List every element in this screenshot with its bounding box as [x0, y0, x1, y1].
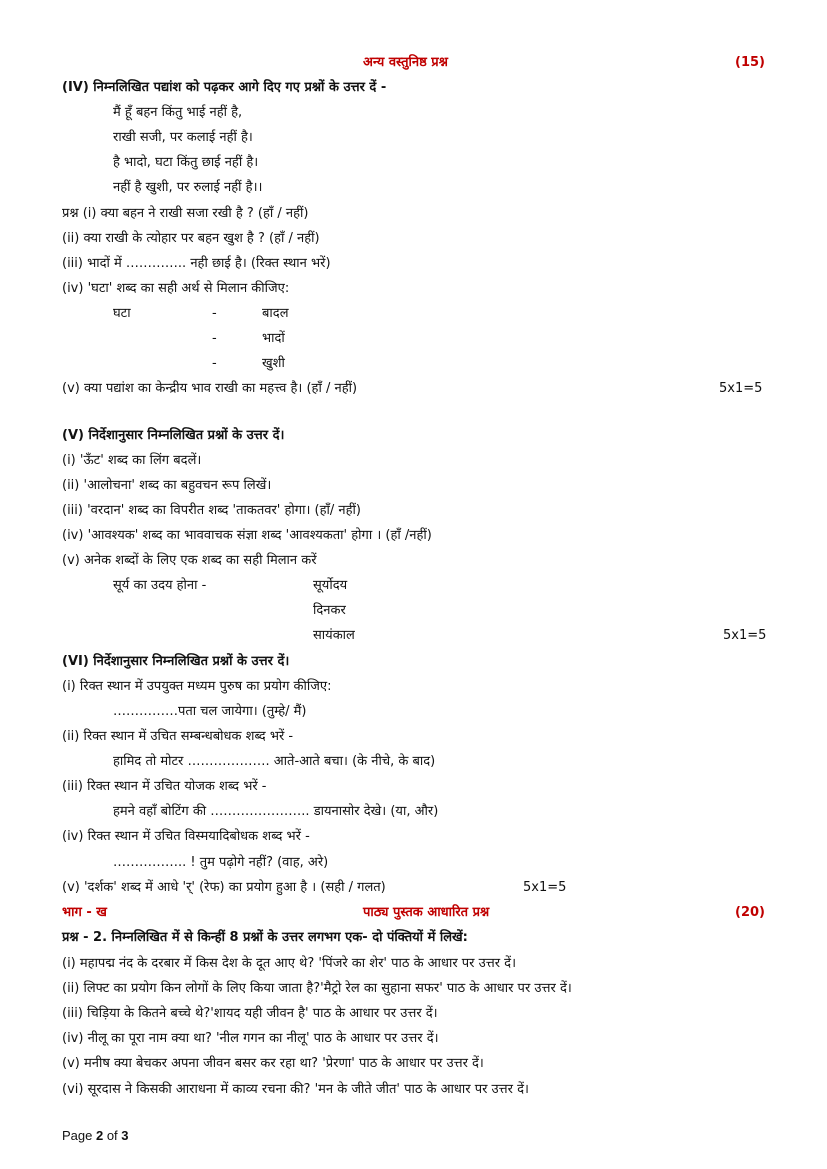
page-of: of	[103, 1128, 122, 1143]
q6-marks: 5x1=5	[523, 880, 567, 895]
section-marks: (15)	[735, 55, 765, 70]
q5-option: दिनकर	[313, 603, 346, 618]
q4-question-4: (iv) 'घटा' शब्द का सही अर्थ से मिलान कीजिए:	[62, 281, 290, 296]
q2-question: (iv) नीलू का पूरा नाम क्या था? 'नील गगन का नीलू' पाठ के आधार पर उत्तर दें।	[62, 1031, 439, 1046]
poem-line: है भादो, घटा किंतु छाई नहीं है।	[113, 155, 259, 170]
q5-question-1: (i) 'ऊँट' शब्द का लिंग बदलें।	[62, 453, 202, 468]
page-number	[62, 1128, 129, 1144]
q4-marks: 5x1=5	[719, 381, 763, 396]
q5-option: सायंकाल	[313, 628, 355, 643]
q2-question: (iii) चिड़िया के कितने बच्चे थे?'शायद यही जीवन है' पाठ के आधार पर उत्तर दें।	[62, 1006, 438, 1021]
match-dash: -	[212, 331, 217, 346]
q2-heading: प्रश्न - 2. निम्नलिखित में से किन्हीं 8 प्रश्नों के उत्तर लगभग एक- दो पंक्तियों में लिखें:	[62, 930, 468, 945]
poem-line: राखी सजी, पर कलाई नहीं है।	[113, 130, 253, 145]
page-prefix: Page	[62, 1128, 96, 1143]
q5-question-5: (v) अनेक शब्दों के लिए एक शब्द का सही मिलान करें	[62, 553, 317, 568]
q5-phrase: सूर्य का उदय होना -	[113, 578, 207, 593]
match-option: भादों	[262, 331, 285, 346]
q6-answer-3: हमने वहाँ बोटिंग की ………………….. डायनासोर देखे। (या, और)	[113, 804, 439, 819]
q2-question: (v) मनीष क्या बेचकर अपना जीवन बसर कर रहा था? 'प्रेरणा' पाठ के आधार पर उत्तर दें।	[62, 1056, 484, 1071]
q6-question-3: (iii) रिक्त स्थान में उचित योजक शब्द भरें -	[62, 779, 267, 794]
q6-question-2: (ii) रिक्त स्थान में उचित सम्बन्धबोधक शब्द भरें -	[62, 729, 294, 744]
q4-question-3: (iii) भादों में ………….. नही छाई है। (रिक्त स्थान भरें)	[62, 256, 331, 271]
q4-question-5: (v) क्या पद्यांश का केन्द्रीय भाव राखी का महत्त्व है। (हाँ / नहीं)	[62, 381, 358, 396]
match-option: बादल	[262, 306, 289, 321]
q5-question-3: (iii) 'वरदान' शब्द का विपरीत शब्द 'ताकतवर' होगा। (हाँ/ नहीं)	[62, 503, 361, 518]
part-label: भाग - ख	[62, 905, 107, 920]
section-title: अन्य वस्तुनिष्ठ प्रश्न	[363, 55, 448, 70]
q5-question-2: (ii) 'आलोचना' शब्द का बहुवचन रूप लिखें।	[62, 478, 272, 493]
q5-option: सूर्योदय	[313, 578, 348, 593]
q6-answer-1: ……………पता चल जायेगा। (तुम्हे/ मैं)	[113, 704, 307, 719]
poem-line: मैं हूँ बहन किंतु भाई नहीं है,	[113, 105, 243, 120]
section-b-marks: (20)	[735, 905, 765, 920]
q4-heading: (IV) निम्नलिखित पद्यांश को पढ़कर आगे दिए गए प्रश्नों के उत्तर दें -	[62, 80, 387, 95]
q2-question: (ii) लिफ्ट का प्रयोग किन लोगों के लिए किया जाता है?'मैट्रो रेल का सुहाना सफर' पाठ के आधार पर उत्तर दें।	[62, 981, 572, 996]
q6-answer-4: …………….. ! तुम पढ़ोगे नहीं? (वाह, अरे)	[113, 855, 329, 870]
q6-question-5: (v) 'दर्शक' शब्द में आधे 'र्' (रेफ) का प्रयोग हुआ है । (सही / गलत)	[62, 880, 386, 895]
match-option: खुशी	[262, 356, 285, 371]
q6-answer-2: हामिद तो मोटर ………………. आते-आते बचा। (के नीचे, के बाद)	[113, 754, 436, 769]
q5-heading: (V) निर्देशानुसार निम्नलिखित प्रश्नों के उत्तर दें।	[62, 428, 285, 443]
q5-marks: 5x1=5	[723, 628, 767, 643]
section-b-title: पाठ्य पुस्तक आधारित प्रश्न	[363, 905, 490, 920]
q4-question-2: (ii) क्या राखी के त्योहार पर बहन खुश है ? (हाँ / नहीं)	[62, 231, 320, 246]
q6-question-1: (i) रिक्त स्थान में उपयुक्त मध्यम पुरुष का प्रयोग कीजिए:	[62, 679, 332, 694]
poem-line: नहीं है खुशी, पर रुलाई नहीं है।।	[113, 180, 263, 195]
q6-heading: (VI) निर्देशानुसार निम्नलिखित प्रश्नों के उत्तर दें।	[62, 654, 290, 669]
match-dash: -	[212, 306, 217, 321]
q6-question-4: (iv) रिक्त स्थान में उचित विस्मयादिबोधक शब्द भरें -	[62, 829, 310, 844]
q2-question: (i) महापद्म नंद के दरबार में किस देश के दूत आए थे? 'पिंजरे का शेर' पाठ के आधार पर उत्तर दें।	[62, 956, 517, 971]
match-dash: -	[212, 356, 217, 371]
match-word: घटा	[113, 306, 131, 321]
q4-question-1: प्रश्न (i) क्या बहन ने राखी सजा रखी है ? (हाँ / नहीं)	[62, 206, 309, 221]
q5-question-4: (iv) 'आवश्यक' शब्द का भाववाचक संज्ञा शब्द 'आवश्यकता' होगा । (हाँ /नहीं)	[62, 528, 432, 543]
q2-question: (vi) सूरदास ने किसकी आराधना में काव्य रचना की? 'मन के जीते जीत' पाठ के आधार पर उत्तर दें।	[62, 1082, 529, 1097]
page-total: 3	[121, 1128, 129, 1143]
page-current: 2	[95, 1128, 104, 1143]
